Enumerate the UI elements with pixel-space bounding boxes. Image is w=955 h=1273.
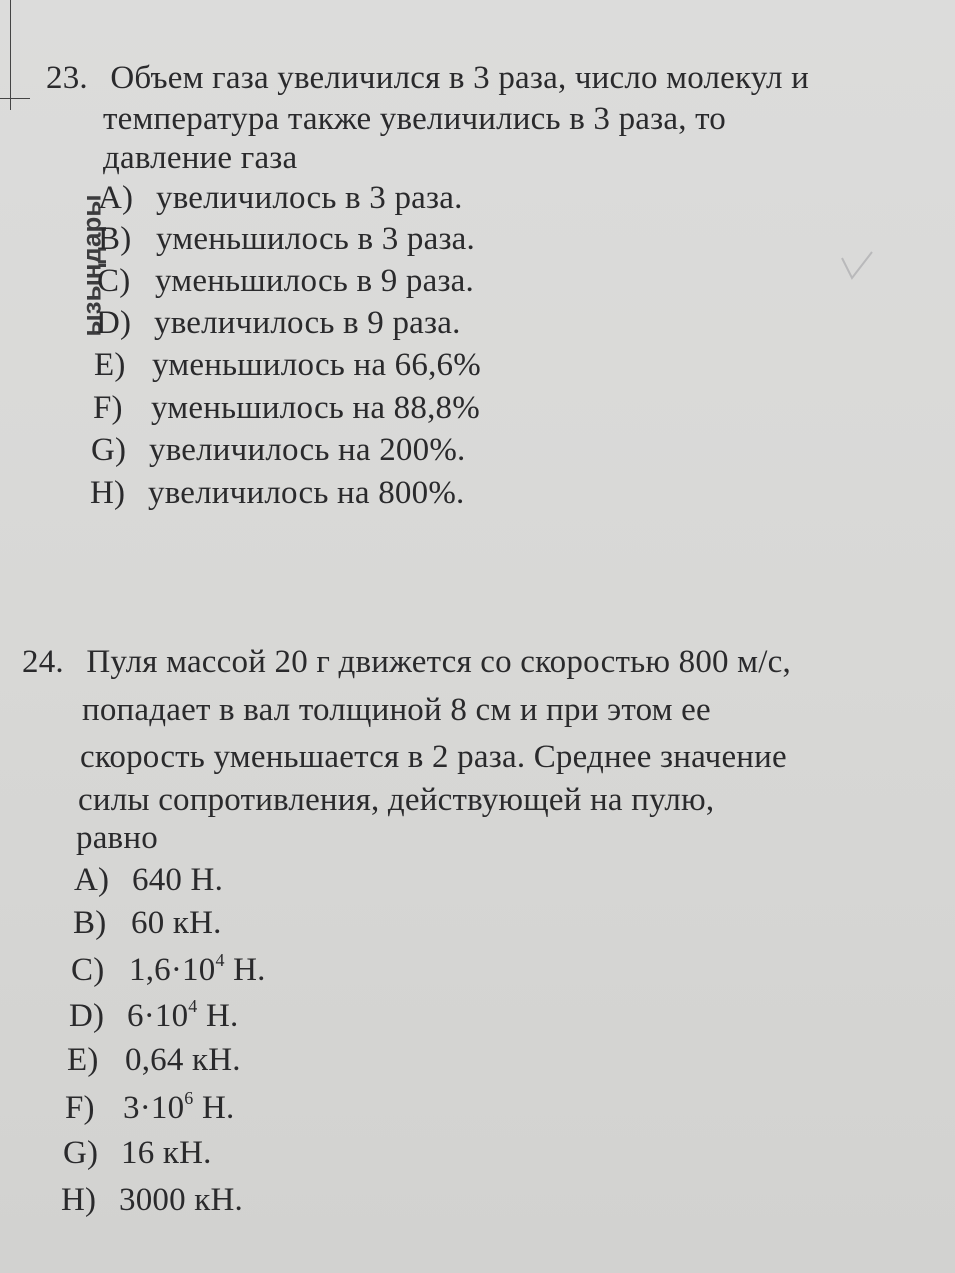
- option-exponent: 4: [188, 996, 198, 1016]
- q24-stem-line-3: скорость уменьшается в 2 раза. Среднее значение: [80, 739, 787, 775]
- q23-option-h[interactable]: [90, 473, 464, 513]
- q24-stem-line-2: попадает в вал толщиной 8 см и при этом ее: [82, 692, 711, 728]
- margin-line: [10, 0, 11, 110]
- option-text: 3000 кН.: [119, 1182, 243, 1218]
- option-letter: A): [74, 862, 110, 898]
- q24-stem-text-1: Пуля массой 20 г движется со скоростью 800 м/с,: [86, 644, 791, 680]
- option-letter: C): [71, 952, 105, 988]
- q23-option-a[interactable]: [98, 178, 463, 218]
- q24-option-f[interactable]: [65, 1088, 234, 1128]
- option-text: уменьшилось в 3 раза.: [156, 221, 475, 257]
- q24-option-h[interactable]: [61, 1180, 243, 1220]
- option-letter: G): [91, 432, 127, 468]
- q23-stem-line-1: [46, 58, 809, 98]
- q24-stem-line-5: равно: [76, 820, 158, 856]
- q23-stem-line-2: температура также увеличились в 3 раза, то: [103, 101, 726, 137]
- option-letter: G): [63, 1135, 99, 1171]
- option-letter: F): [65, 1090, 95, 1126]
- pencil-check-mark: [838, 248, 878, 292]
- q24-option-d[interactable]: [69, 996, 238, 1036]
- option-text: 640 Н.: [132, 862, 224, 898]
- q23-option-d[interactable]: [96, 303, 461, 343]
- option-base: 3·10: [123, 1090, 185, 1126]
- option-base: 1,6·10: [129, 952, 216, 988]
- q24-option-g[interactable]: [63, 1133, 212, 1173]
- q24-stem-line-1: [22, 642, 791, 682]
- q24-option-b[interactable]: [73, 903, 222, 943]
- option-letter: H): [61, 1182, 97, 1218]
- option-letter: D): [69, 998, 105, 1034]
- option-text: 0,64 кН.: [125, 1042, 241, 1078]
- q23-stem-line-3: давление газа: [103, 140, 298, 176]
- option-text: уменьшилось на 88,8%: [151, 390, 480, 426]
- q24-option-a[interactable]: [74, 860, 223, 900]
- option-letter: E): [67, 1042, 99, 1078]
- side-binding-text: ызыңдары: [76, 194, 107, 337]
- q23-number: 23.: [46, 60, 88, 96]
- option-text: увеличилось на 200%.: [149, 432, 466, 468]
- option-text: уменьшилось на 66,6%: [152, 347, 481, 383]
- option-unit: Н.: [197, 998, 239, 1034]
- q23-stem-text-1: Объем газа увеличился в 3 раза, число молекул и: [110, 60, 810, 96]
- option-text: увеличилось на 800%.: [148, 475, 465, 511]
- q23-option-f[interactable]: [93, 388, 480, 428]
- option-exponent: 6: [184, 1088, 194, 1108]
- q24-option-c[interactable]: [71, 950, 266, 990]
- option-letter: D): [96, 305, 132, 341]
- q24-option-e[interactable]: [67, 1040, 241, 1080]
- option-text: 60 кН.: [131, 905, 222, 941]
- option-letter: B): [73, 905, 107, 941]
- option-letter: E): [94, 347, 126, 383]
- option-letter: B): [98, 221, 132, 257]
- option-text: увеличилось в 3 раза.: [156, 180, 463, 216]
- option-letter: A): [98, 180, 134, 216]
- q23-option-c[interactable]: [97, 261, 474, 301]
- margin-tick: [0, 98, 30, 99]
- option-text: 16 кН.: [121, 1135, 212, 1171]
- option-base: 6·10: [127, 998, 189, 1034]
- q23-option-b[interactable]: [98, 219, 475, 259]
- q24-number: 24.: [22, 644, 64, 680]
- q24-stem-line-4: силы сопротивления, действующей на пулю,: [78, 782, 715, 818]
- option-text: увеличилось в 9 раза.: [154, 305, 461, 341]
- option-letter: F): [93, 390, 123, 426]
- q23-option-g[interactable]: [91, 430, 465, 470]
- q23-option-e[interactable]: [94, 345, 481, 385]
- option-text: уменьшилось в 9 раза.: [155, 263, 474, 299]
- option-exponent: 4: [215, 950, 225, 970]
- option-letter: C): [97, 263, 131, 299]
- option-unit: Н.: [193, 1090, 235, 1126]
- option-letter: H): [90, 475, 126, 511]
- option-unit: Н.: [224, 952, 266, 988]
